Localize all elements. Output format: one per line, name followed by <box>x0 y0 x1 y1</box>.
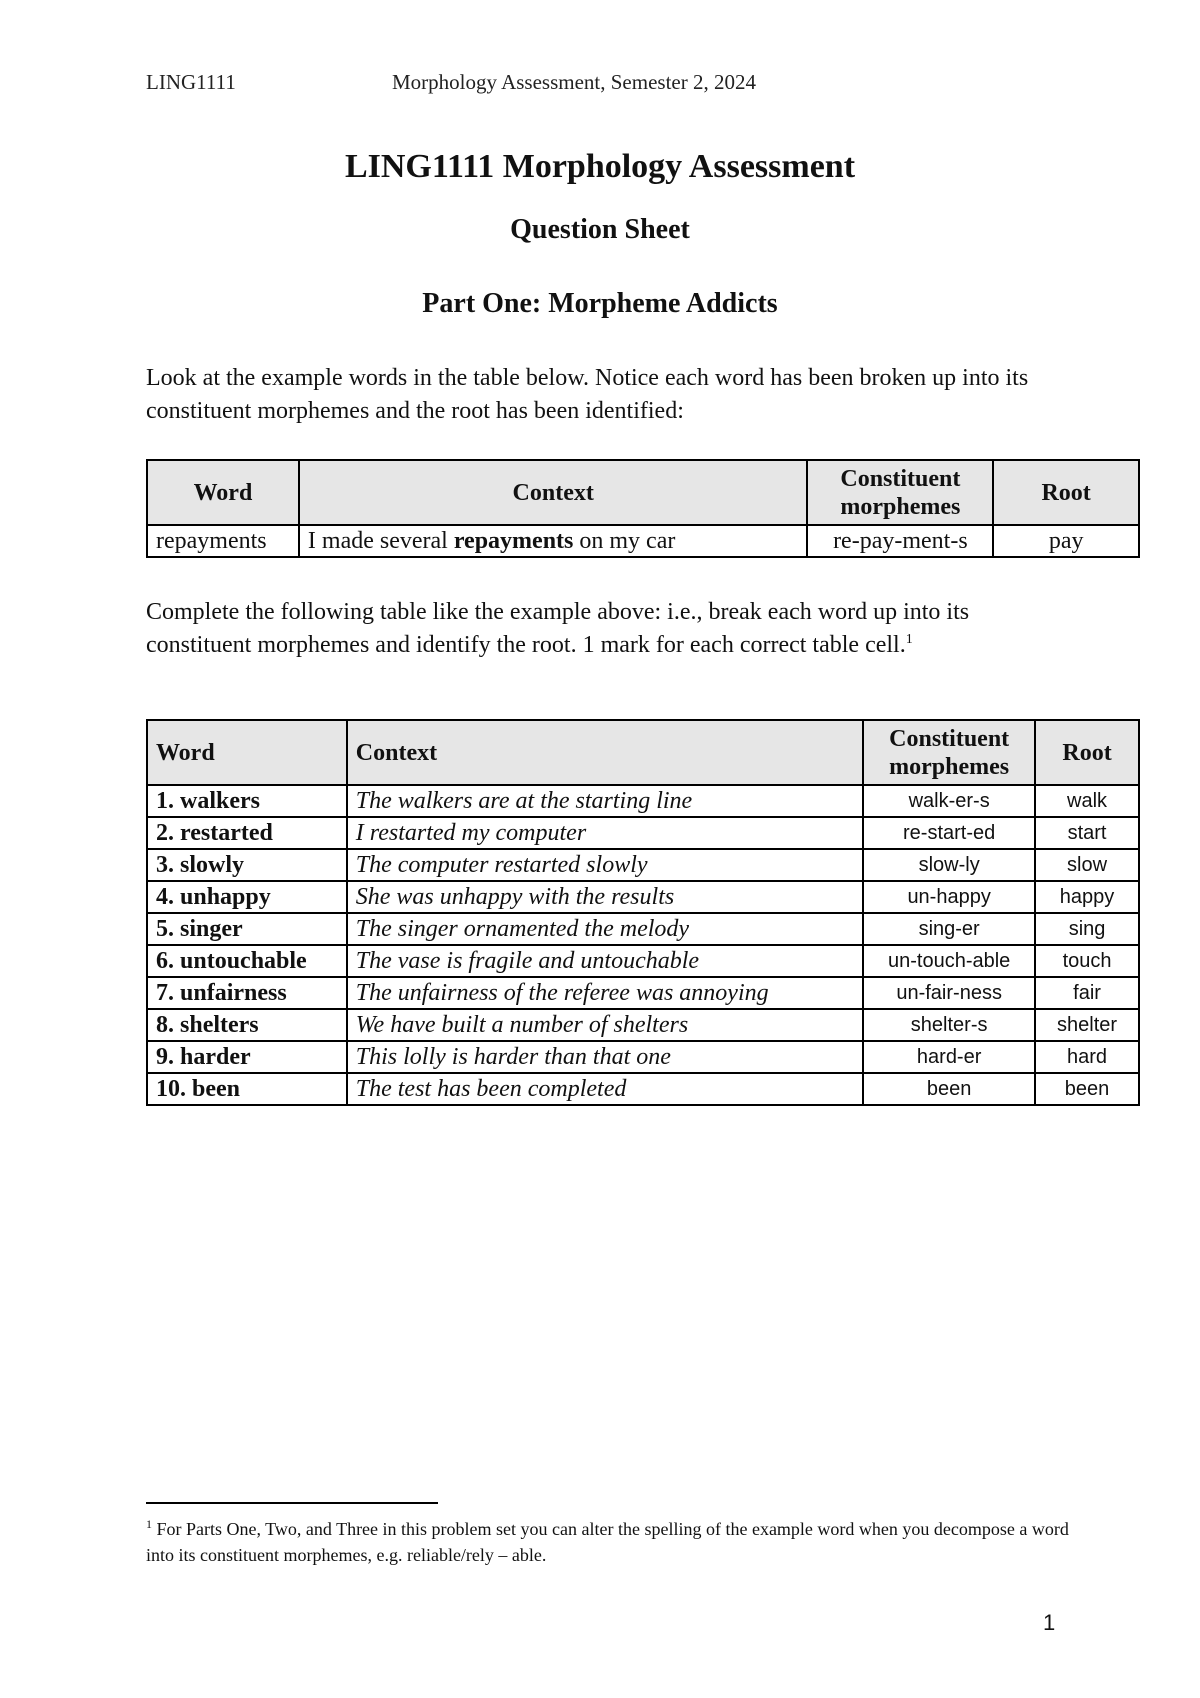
footnote-marker: 1 <box>146 1517 152 1531</box>
example-morphemes: re-pay-ment-s <box>807 525 993 557</box>
instructions-paragraph <box>146 596 1066 662</box>
row-word: 8. shelters <box>147 1009 347 1041</box>
header-course-code: LING1111 <box>146 70 236 94</box>
table-row <box>147 1041 1139 1073</box>
row-morphemes: un-happy <box>863 881 1035 913</box>
header-root: Root <box>1035 720 1139 785</box>
row-morphemes: walk-er-s <box>863 785 1035 817</box>
row-context: The computer restarted slowly <box>347 849 863 881</box>
row-word: 4. unhappy <box>147 881 347 913</box>
table-row <box>147 945 1139 977</box>
row-word: 10. been <box>147 1073 347 1105</box>
row-morphemes: sing-er <box>863 913 1035 945</box>
row-word: 6. untouchable <box>147 945 347 977</box>
row-root: touch <box>1035 945 1139 977</box>
page-number: 1 <box>1043 1610 1056 1635</box>
row-root: sing <box>1035 913 1139 945</box>
row-context: She was unhappy with the results <box>347 881 863 913</box>
header-morphemes: Constituent morphemes <box>807 460 993 525</box>
example-context-after: on my car <box>573 528 676 554</box>
header-word: Word <box>147 460 299 525</box>
row-context: The vase is fragile and untouchable <box>347 945 863 977</box>
row-context: The singer ornamented the melody <box>347 913 863 945</box>
row-root: slow <box>1035 849 1139 881</box>
row-root: shelter <box>1035 1009 1139 1041</box>
row-morphemes: hard-er <box>863 1041 1035 1073</box>
row-word: 2. restarted <box>147 817 347 849</box>
example-context <box>299 525 808 557</box>
row-context: The walkers are at the starting line <box>347 785 863 817</box>
table-row <box>147 817 1139 849</box>
row-morphemes: re-start-ed <box>863 817 1035 849</box>
row-context: I restarted my computer <box>347 817 863 849</box>
row-word: 7. unfairness <box>147 977 347 1009</box>
row-context: The test has been completed <box>347 1073 863 1105</box>
row-morphemes: un-touch-able <box>863 945 1035 977</box>
table-row <box>147 1073 1139 1105</box>
row-context: The unfairness of the referee was annoying <box>347 977 863 1009</box>
example-word: repayments <box>147 525 299 557</box>
table-row <box>147 913 1139 945</box>
exercise-table <box>146 719 1140 1106</box>
header-root: Root <box>993 460 1139 525</box>
table-row <box>147 849 1139 881</box>
header-context: Context <box>299 460 808 525</box>
table-row <box>147 1009 1139 1041</box>
footnote-divider <box>146 1502 438 1504</box>
header-word: Word <box>147 720 347 785</box>
example-table <box>146 459 1140 558</box>
header-context: Context <box>347 720 863 785</box>
example-root: pay <box>993 525 1139 557</box>
row-context: We have built a number of shelters <box>347 1009 863 1041</box>
page-subtitle: Question Sheet <box>510 214 690 245</box>
footnote-text: For Parts One, Two, and Three in this problem set you can alter the spelling of the example word when you decompose a word into its constituent morphemes, e.g. reliable/rely – able. <box>146 1519 1069 1565</box>
row-morphemes: slow-ly <box>863 849 1035 881</box>
row-root: fair <box>1035 977 1139 1009</box>
row-morphemes: un-fair-ness <box>863 977 1035 1009</box>
example-table-header <box>147 460 1139 525</box>
header-document-title: Morphology Assessment, Semester 2, 2024 <box>392 70 756 94</box>
table-row <box>147 785 1139 817</box>
footnote-reference[interactable]: 1 <box>905 632 913 647</box>
row-morphemes: shelter-s <box>863 1009 1035 1041</box>
table-row <box>147 977 1139 1009</box>
row-morphemes: been <box>863 1073 1035 1105</box>
example-row <box>147 525 1139 557</box>
row-root: hard <box>1035 1041 1139 1073</box>
example-context-before: I made several <box>307 528 454 554</box>
footnote <box>146 1516 1086 1568</box>
row-root: been <box>1035 1073 1139 1105</box>
row-word: 1. walkers <box>147 785 347 817</box>
row-root: start <box>1035 817 1139 849</box>
example-context-target: repayments <box>453 528 574 554</box>
header-morphemes: Constituent morphemes <box>863 720 1035 785</box>
instructions-text: Complete the following table like the example above: i.e., break each word up into its constituent morphemes and identify the root. 1 mark for each correct table cell. <box>146 599 970 658</box>
row-word: 9. harder <box>147 1041 347 1073</box>
table-row <box>147 881 1139 913</box>
row-word: 5. singer <box>147 913 347 945</box>
row-context: This lolly is harder than that one <box>347 1041 863 1073</box>
intro-paragraph: Look at the example words in the table below. Notice each word has been broken up into its constituent morphemes and the root has been identified: <box>146 365 1029 424</box>
row-word: 3. slowly <box>147 849 347 881</box>
row-root: walk <box>1035 785 1139 817</box>
exercise-table-header <box>147 720 1139 785</box>
page-title: LING1111 Morphology Assessment <box>344 148 856 185</box>
row-root: happy <box>1035 881 1139 913</box>
part-heading: Part One: Morpheme Addicts <box>422 288 778 319</box>
